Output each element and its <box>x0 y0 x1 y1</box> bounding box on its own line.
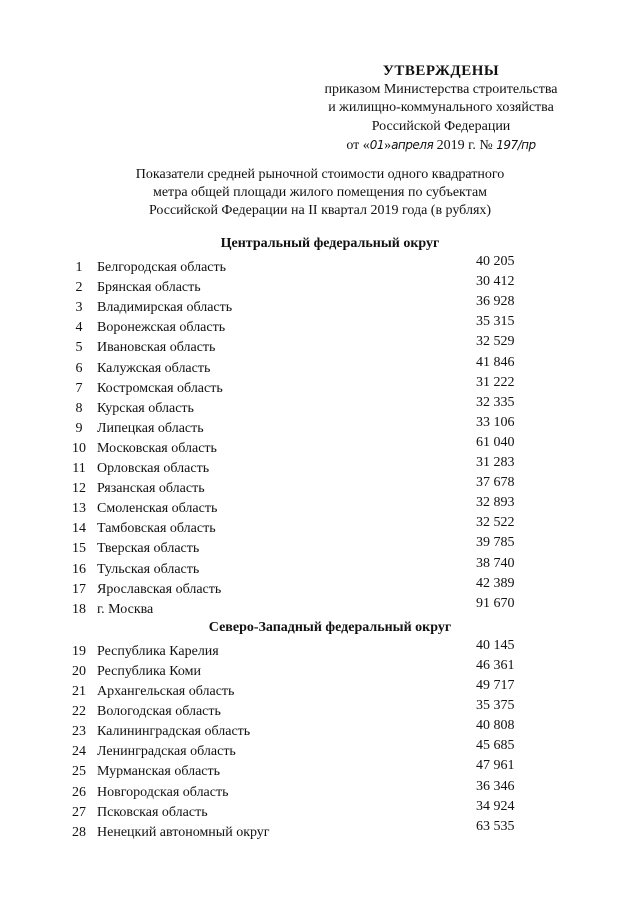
region-name: Новгородская область <box>97 784 229 800</box>
region-value: 39 785 <box>476 535 515 551</box>
row-number: 18 <box>72 601 86 617</box>
table-row <box>0 314 640 338</box>
approval-line: приказом Министерства строительства <box>324 81 558 97</box>
row-number: 4 <box>75 320 83 336</box>
table-row <box>0 718 640 742</box>
region-value: 61 040 <box>476 434 515 450</box>
region-name: Республика Карелия <box>97 643 219 659</box>
table-row <box>0 455 640 479</box>
region-value: 38 740 <box>476 555 515 571</box>
date-mid: » <box>384 138 392 153</box>
region-value: 37 678 <box>476 475 515 491</box>
table-row <box>0 394 640 419</box>
table-row <box>0 595 640 620</box>
region-value: 36 928 <box>476 294 515 310</box>
row-number: 9 <box>75 420 83 436</box>
table-row <box>0 414 640 439</box>
region-name: Московская область <box>97 440 217 456</box>
region-value: 31 283 <box>476 455 515 470</box>
region-name: Белгородская область <box>97 260 227 275</box>
table-row <box>0 475 640 499</box>
table-row <box>0 657 640 682</box>
table-row <box>0 274 640 298</box>
row-number: 1 <box>75 260 83 275</box>
row-number: 24 <box>72 744 86 760</box>
date-month-handwritten: апреля <box>391 138 434 152</box>
row-number: 10 <box>72 440 86 456</box>
table-row <box>0 515 640 539</box>
table-row <box>0 698 640 722</box>
table-row <box>0 294 640 318</box>
region-value: 32 529 <box>476 334 515 350</box>
row-number: 25 <box>72 764 86 780</box>
row-number: 21 <box>72 684 86 699</box>
row-number: 5 <box>75 340 83 356</box>
title-line: Российской Федерации на II квартал 2019 года (в рублях) <box>148 203 492 218</box>
row-number: 23 <box>72 724 86 740</box>
region-name: Вологодская область <box>97 704 221 720</box>
region-name: Владимирская область <box>97 300 233 316</box>
table-row <box>0 818 640 843</box>
region-name: Псковская область <box>97 804 208 820</box>
region-value: 45 685 <box>476 738 515 754</box>
region-name: Смоленская область <box>97 501 218 517</box>
table-row <box>0 798 640 823</box>
row-number: 12 <box>72 481 86 497</box>
approval-line: Российской Федерации <box>371 118 511 134</box>
region-value: 40 808 <box>476 718 515 734</box>
region-value: 41 846 <box>476 354 515 370</box>
table-row <box>0 778 640 803</box>
table-row <box>0 555 640 580</box>
region-name: Воронежская область <box>97 320 226 336</box>
table-row <box>0 334 640 358</box>
region-name: Орловская область <box>97 461 210 476</box>
row-number: 28 <box>72 824 86 840</box>
region-value: 42 389 <box>476 575 515 591</box>
region-name: Ненецкий автономный округ <box>97 824 270 840</box>
row-number: 17 <box>72 581 86 597</box>
region-name: Костромская область <box>97 380 223 396</box>
approval-line: и жилищно-коммунального хозяйства <box>328 100 554 115</box>
row-number: 26 <box>72 784 86 800</box>
region-name: Рязанская область <box>97 481 205 497</box>
region-name: Архангельская область <box>97 684 235 699</box>
approval-stamp <box>300 62 582 156</box>
region-value: 32 522 <box>476 515 515 531</box>
region-name: Ярославская область <box>97 581 222 597</box>
region-name: г. Москва <box>97 601 154 617</box>
region-name: Ленинградская область <box>97 744 236 760</box>
region-value: 35 315 <box>476 314 515 330</box>
table-row <box>0 637 640 662</box>
region-value: 40 205 <box>476 254 515 269</box>
table-row <box>0 354 640 379</box>
region-value: 35 375 <box>476 698 515 714</box>
table-row <box>0 374 640 399</box>
table-row <box>0 434 640 459</box>
date-prefix: от « <box>346 138 370 153</box>
region-name: Ивановская область <box>97 340 216 356</box>
row-number: 13 <box>72 501 86 517</box>
region-name: Тульская область <box>97 561 200 577</box>
date-day-handwritten: 01 <box>369 138 385 152</box>
district-heading: Центральный федеральный округ <box>220 236 440 251</box>
region-value: 40 145 <box>476 637 515 653</box>
region-value: 34 924 <box>476 798 515 814</box>
region-value: 32 335 <box>476 394 515 410</box>
row-number: 11 <box>72 461 86 476</box>
row-number: 14 <box>72 521 86 537</box>
region-name: Калининградская область <box>97 724 251 740</box>
title-line: метра общей площади жилого помещения по субъектам <box>152 185 488 200</box>
row-number: 8 <box>75 400 83 416</box>
row-number: 6 <box>75 360 83 376</box>
date-year: 2019 г. № <box>436 138 493 153</box>
region-name: Тамбовская область <box>97 521 216 537</box>
region-value: 91 670 <box>476 595 515 611</box>
region-value: 63 535 <box>476 818 515 834</box>
region-value: 31 222 <box>476 374 515 390</box>
table-row <box>0 575 640 600</box>
region-value: 32 893 <box>476 495 515 511</box>
region-value: 46 361 <box>476 657 515 673</box>
row-number: 2 <box>75 280 83 296</box>
region-value: 33 106 <box>476 414 515 430</box>
region-name: Липецкая область <box>97 420 204 436</box>
region-value: 36 346 <box>476 778 515 794</box>
row-number: 22 <box>72 704 86 720</box>
region-name: Мурманская область <box>97 764 221 780</box>
table-row <box>0 254 640 278</box>
region-name: Республика Коми <box>97 663 201 679</box>
title-line: Показатели средней рыночной стоимости одного квадратного <box>135 167 505 182</box>
row-number: 27 <box>72 804 86 820</box>
row-number: 19 <box>72 643 86 659</box>
row-number: 15 <box>72 541 86 557</box>
region-value: 47 961 <box>476 758 515 774</box>
region-name: Курская область <box>97 400 194 416</box>
table-row <box>0 738 640 762</box>
document-title <box>100 166 540 220</box>
approval-heading: УТВЕРЖДЕНЫ <box>382 63 500 79</box>
table-row <box>0 495 640 519</box>
region-value: 49 717 <box>476 678 515 693</box>
row-number: 3 <box>75 300 83 316</box>
table-row <box>0 535 640 559</box>
row-number: 7 <box>75 380 83 396</box>
approval-date-line <box>300 136 582 156</box>
region-value: 30 412 <box>476 274 515 290</box>
table-row <box>0 678 640 702</box>
row-number: 16 <box>72 561 86 577</box>
row-number: 20 <box>72 663 86 679</box>
district-heading: Северо-Западный федеральный округ <box>208 619 452 635</box>
region-name: Тверская область <box>97 541 200 557</box>
table-row <box>0 758 640 782</box>
region-name: Калужская область <box>97 360 211 376</box>
region-name: Брянская область <box>97 280 201 296</box>
order-number-handwritten: 197/пр <box>496 138 536 152</box>
